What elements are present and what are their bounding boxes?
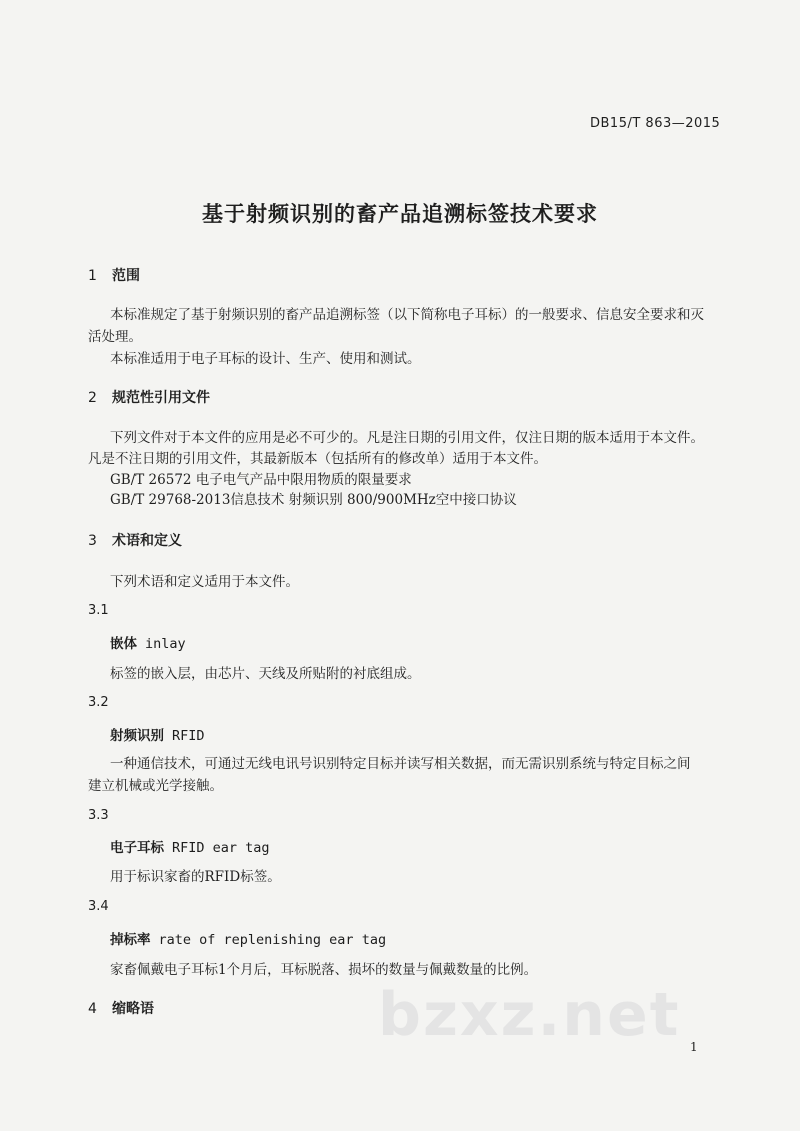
watermark: bzxz.net bbox=[378, 980, 681, 1050]
section-3-intro: 下列术语和定义适用于本文件。 bbox=[110, 574, 299, 590]
reference-gbt-26572: GB/T 26572 电子电气产品中限用物质的限量要求 bbox=[110, 472, 412, 488]
term-3-1-definition: 标签的嵌入层，由芯片、天线及所贴附的衬底组成。 bbox=[110, 666, 421, 682]
section-3-heading: 3 术语和定义 bbox=[88, 533, 182, 549]
term-3-1-number: 3.1 bbox=[88, 603, 109, 618]
section-1-para-1-cont: 活处理。 bbox=[88, 329, 142, 345]
section-2-para-1-cont: 凡是不注日期的引用文件，其最新版本（包括所有的修改单）适用于本文件。 bbox=[88, 451, 547, 467]
page-number: 1 bbox=[690, 1040, 698, 1054]
term-3-3-definition: 用于标识家畜的RFID标签。 bbox=[110, 869, 281, 885]
term-3-4: 掉标率 rate of replenishing ear tag bbox=[110, 932, 387, 948]
section-1-heading: 1 范围 bbox=[88, 268, 140, 284]
document-number: DB15/T 863—2015 bbox=[590, 116, 721, 131]
term-3-2-definition: 一种通信技术，可通过无线电讯号识别特定目标并读写相关数据，而无需识别系统与特定目标之间 bbox=[110, 756, 691, 772]
section-1-para-2: 本标准适用于电子耳标的设计、生产、使用和测试。 bbox=[110, 351, 421, 367]
term-3-1: 嵌体 inlay bbox=[110, 636, 186, 652]
section-2-para-1: 下列文件对于本文件的应用是必不可少的。凡是注日期的引用文件，仅注日期的版本适用于本文件。 bbox=[110, 430, 704, 446]
section-4-heading: 4 缩略语 bbox=[88, 1001, 154, 1017]
term-3-2: 射频识别 RFID bbox=[110, 728, 205, 744]
document-title: 基于射频识别的畜产品追溯标签技术要求 bbox=[202, 202, 598, 226]
term-3-3: 电子耳标 RFID ear tag bbox=[110, 840, 270, 856]
section-1-para-1: 本标准规定了基于射频识别的畜产品追溯标签（以下简称电子耳标）的一般要求、信息安全要求和灭 bbox=[110, 307, 704, 323]
term-3-2-number: 3.2 bbox=[88, 695, 109, 710]
term-3-3-number: 3.3 bbox=[88, 808, 109, 823]
section-2-heading: 2 规范性引用文件 bbox=[88, 390, 210, 406]
term-3-4-number: 3.4 bbox=[88, 899, 109, 914]
term-3-2-definition-cont: 建立机械或光学接触。 bbox=[88, 778, 223, 794]
term-3-4-definition: 家畜佩戴电子耳标1个月后，耳标脱落、损坏的数量与佩戴数量的比例。 bbox=[110, 962, 538, 978]
reference-gbt-29768: GB/T 29768-2013信息技术 射频识别 800/900MHz空中接口协议 bbox=[110, 492, 517, 508]
